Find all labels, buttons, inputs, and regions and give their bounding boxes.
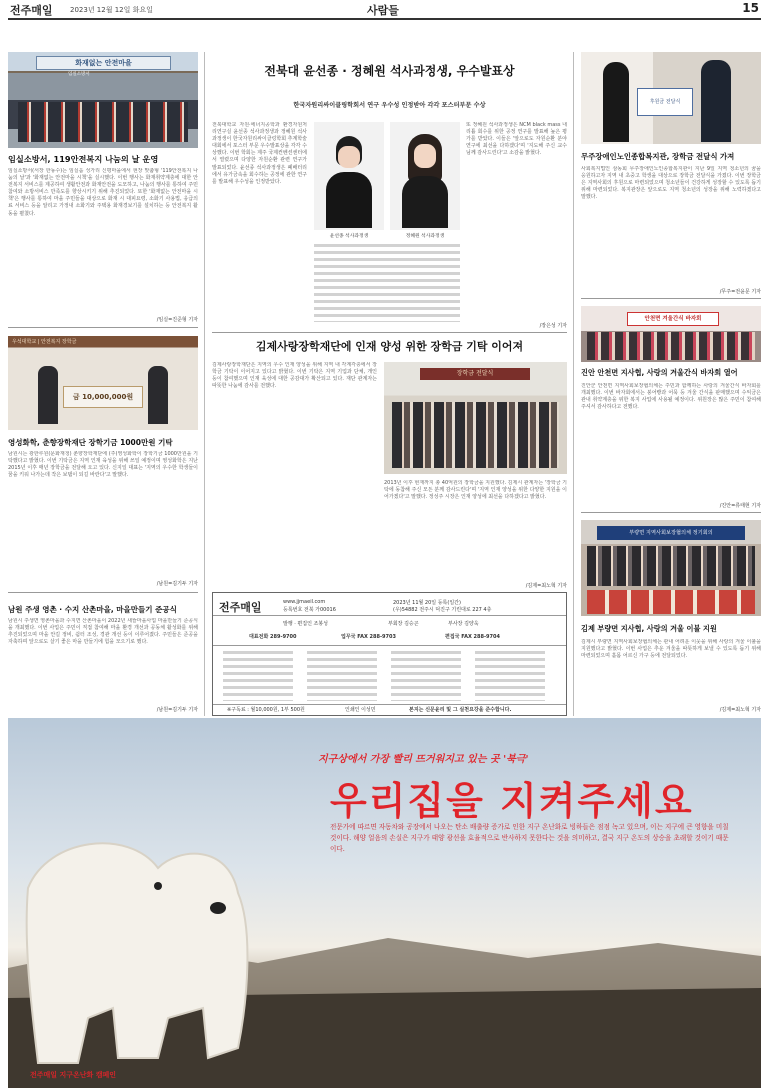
- phone-editorial: 편집국 FAX 288-9704: [445, 634, 500, 640]
- body-jbnu-2: 또 정혜원 석사과정생은 NCM black mass 내 리튬 회수를 위한 공정 연구를 발표해 높은 평가를 받았다. 이들은 '앞으로도 자원순환 분야 연구에 최선을 다하겠다'며 '지도해 주신 교수님께 감사드린다'고 소감을 밝혔다.: [466, 122, 567, 157]
- masthead-vicepres: 부사장 김양욱: [448, 621, 479, 627]
- byline-namwon: /남원=김기두 기자: [156, 707, 198, 713]
- ad-title: 우리집을 지켜주세요: [330, 779, 694, 823]
- photo-sign: 후원금 전달식: [637, 88, 693, 116]
- subscription-fee: ※구독료 : 월10,000원, 1부 500원: [227, 707, 305, 713]
- masthead: [212, 592, 567, 716]
- photo-jung: [390, 122, 460, 230]
- photo-sign: 안천면 겨울간식 바자회: [627, 312, 719, 326]
- body-namwon: 남원시 주생면 영촌마을과 수지면 산촌마을이 2022년 새뜰마을사업 마을만들기 준공식을 개최했다. 이번 사업은 주민이 직접 참여해 마을 환경 개선과 공동체 활성화를 위해 추진되었으며 마을 안길 정비, 쉼터 조성, 경관 개선 등이 이루어졌다. 주민들은 준공을 자축하며 앞으로도 살기 좋은 마을 만들기에 힘을 모으기로 했다.: [8, 618, 198, 646]
- caption-yoon: 윤선종 석사과정생: [329, 234, 369, 239]
- headline-gimje: 김제사랑장학재단에 인재 양성 위한 장학금 기탁 이어져: [255, 340, 524, 353]
- byline-youngsung: /남원=김기두 기자: [156, 581, 198, 587]
- masthead-vicechair: 부회장 김승곤: [388, 621, 419, 627]
- headline-imsil: 임실소방서, 119안전복지 나눔의 날 운영: [8, 154, 159, 164]
- ad-slogan: 지구상에서 가장 빨리 뜨거워지고 있는 곳 '북극': [318, 754, 529, 765]
- body-jbnu-1: 전북대학교 자원·에너지공학과 환경자원처리연구실 윤선종 석사과정생과 정혜원 석사과정생이 한국자원리싸이클링학회 추계학술대회에서 포스터 부문 우수발표상을 각각 수상했다. 이번 학회는 제주 국제컨벤션센터에서 열렸으며 다양한 자원순환 관련 연구가 발표되었다. 윤선종 석사과정생은 폐배터리에서 유가금속을 회수하는 공정에 관한 연구를 발표해 우수성을 인정받았다.: [212, 122, 307, 185]
- body-youngsung: 남원시는 광한루원(문화재청) 춘향장학재단에 (주)영성화학이 장학기금 1000만원을 기탁했다고 밝혔다. 이번 기탁금은 지역 인재 육성을 위해 쓰일 예정이며 영성화학은 지난 2015년 이후 매년 장학금을 전달해 오고 있다. 신지일 대표는 '지역의 우수한 학생들이 꿈을 키워 나가는데 작은 보탬이 되길 바란다'고 말했다.: [8, 451, 198, 479]
- caption-jung: 정혜원 석사과정생: [405, 234, 445, 239]
- byline-imsil: /임실=진준형 기자: [156, 317, 198, 323]
- photo-gimje: [384, 362, 567, 474]
- subhead-jbnu: 한국자원리싸이클링학회서 연구 우수성 인정받아 각각 포스터부문 수상: [293, 102, 486, 109]
- photo-jinan: [581, 306, 761, 362]
- headline-youngsung: 영성화학, 춘향장학재단 장학기금 1000만원 기탁: [8, 438, 173, 447]
- page-number: 15: [742, 1, 759, 15]
- masthead-url: www.jjmaeil.com: [283, 599, 326, 605]
- photo-sign: 화재없는 안전마을: [36, 56, 171, 70]
- photo-yoon: [314, 122, 384, 230]
- ethics-note: 본지는 신문윤리 및 그 실천요강을 준수합니다.: [409, 707, 512, 713]
- phone-main: 대표전화 289-9700: [249, 634, 297, 640]
- photo-sign: 우석대학교 | 안전복지 장학금: [12, 339, 77, 345]
- section-title: 사람들: [367, 4, 399, 17]
- page-header: [8, 0, 761, 20]
- climate-ad: [8, 718, 761, 1088]
- headline-namwon: 남원 주생 영촌 · 수지 산촌마을, 마을만들기 준공식: [8, 605, 177, 614]
- body-muju: 사회복지법인 삼동회 무주장애인노인종합복지관이 지난 9일 지역 청소년의 꿈을 응원하고자 지역 내 초중고 학생을 대상으로 장학금 전달식을 가졌다. 이번 장학금은 지역사회의 후원으로 마련되었으며 청소년들이 건강하게 성장할 수 있도록 돕기 위해 마련되었다. 복지관장은 앞으로도 지역 청소년의 성장을 위해 노력하겠다고 말했다.: [581, 166, 761, 201]
- headline-buryang: 김제 부량면 지사협, 사랑의 겨울 이불 지원: [581, 624, 717, 633]
- byline-jbnu: /장은성 기자: [539, 323, 567, 329]
- phone-business: 업무국 FAX 288-9703: [341, 634, 396, 640]
- body-jinan: 진안군 안천면 지역사회보장협의체는 주민과 함께하는 사랑의 겨울간식 바자회를 개최했다. 이번 바자회에서는 붕어빵과 어묵 등 겨울 간식을 판매했으며 수익금은 관내 취약계층을 위한 복지 사업에 사용될 예정이다. 위원장은 많은 주민이 참여해 주셔서 감사하다고 전했다.: [581, 383, 761, 411]
- body-gimje-1: 김제사랑장학재단은 지역의 우수 인재 양성을 위해 지역 내 각계각층에서 장학금 기탁이 이어지고 있다고 밝혔다. 이번 기탁은 지역 기업과 단체, 개인 등이 참여했으며 인재 육성에 대한 공감대가 확산되고 있다. 재단 관계자는 따뜻한 나눔에 감사를 전했다.: [212, 362, 377, 390]
- photo-sign: 부량면 지역사회보장협의체 정기회의: [597, 526, 745, 540]
- headline-jinan: 진안 안천면 지사협, 사랑의 겨울간식 바자회 열어: [581, 368, 738, 377]
- photo-buryang: [581, 520, 761, 616]
- photo-imsil: [8, 52, 198, 148]
- issue-date: 2023년 12월 12일 화요일: [70, 6, 153, 14]
- ad-credit: 전주매일 지구온난화 캠페인: [30, 1071, 117, 1079]
- masthead-date: 2023년 11월 20일 등록(일간): [393, 600, 461, 606]
- paper-name: 전주매일: [10, 4, 53, 17]
- cheque-board: 금 10,000,000원: [63, 386, 143, 408]
- photo-youngsung: [8, 336, 198, 430]
- byline-muju: /무주=전윤문 기자: [719, 289, 761, 295]
- masthead-address: (우)54882 전주시 덕진구 기린대로 227 4층: [393, 607, 492, 613]
- masthead-publisher: 발행 · 편집인 조봉성: [283, 621, 328, 627]
- byline-gimje: /김제=최노혁 기자: [525, 583, 567, 589]
- masthead-reg: 등록번호 전북 가00016: [283, 607, 336, 613]
- byline-jinan: /진안=류태현 기자: [719, 503, 761, 509]
- masthead-name: 전주매일: [219, 601, 262, 614]
- body-buryang: 김제시 부량면 지역사회보장협의체는 관내 어려운 이웃을 위해 사랑의 겨울 이불을 지원했다고 밝혔다. 이번 사업은 추운 겨울을 따뜻하게 보낼 수 있도록 돕기 위해 마련되었으며 홀몸 어르신 가구 등에 전달되었다.: [581, 639, 761, 660]
- photo-muju: [581, 52, 761, 144]
- ad-body: 전문가에 따르면 자동차와 공장에서 나오는 탄소 배출량 증가로 인한 지구 온난화로 빙하들은 점점 녹고 있으며, 이는 지구에 큰 영향을 미칠 것이다. 해양 얼음의 손실은 지구가 태양 광선을 효율적으로 반사하지 못한다는 것을 의미하고, 결국 지구 온도의 상승을 초래할 것이기 때문이다.: [330, 823, 729, 853]
- photo-banner: 장학금 전달식: [420, 368, 530, 380]
- byline-buryang: /김제=최노혁 기자: [719, 707, 761, 713]
- body-gimje-2: 2013년 이후 현재까지 총 40억원의 장학금을 지원했다. 김제시 관계자는 '장학금 기탁에 동참해 주신 모든 분께 감사드린다'며 '지역 인재 양성을 위한 다양한 지원을 이어가겠다'고 말했다. 정성주 시장은 인재 양성에 최선을 다하겠다고 밝혔다.: [384, 480, 567, 501]
- headline-muju: 무주장애인노인종합복지관, 장학금 전달식 가져: [581, 152, 735, 161]
- body-imsil: 임실소방서(서장 한동수)는 임실읍 성가리 신평마을에서 현장 맞춤형 '119안전복지 나눔의 날'과 '화재없는 안전마을 시책'을 실시했다. 이번 행사는 화재취약계층에 대한 안전복지 서비스를 제공하여 생활안전과 화재안전을 도모하고, 나눔의 행사를 통하여 주민참여와 소방서비스 만족도를 향상시키기 위해 추진되었다. 또한 '화재없는 안전마을 시책'은 행사를 통하여 마을 주민들을 대상으로 화재 시 대피요령, 소화기 사용법, 응급의료 서비스 등을 알리고 가정내 소화기와 주택용 화재경보기를 설치하는 등 안전복지 활동을 펼쳤다.: [8, 168, 198, 217]
- printer: 인쇄인 이성민: [345, 707, 376, 713]
- headline-jbnu: 전북대 윤선종 · 정혜원 석사과정생, 우수발표상: [264, 64, 515, 78]
- photo-subsign: 임실소방서: [68, 72, 90, 77]
